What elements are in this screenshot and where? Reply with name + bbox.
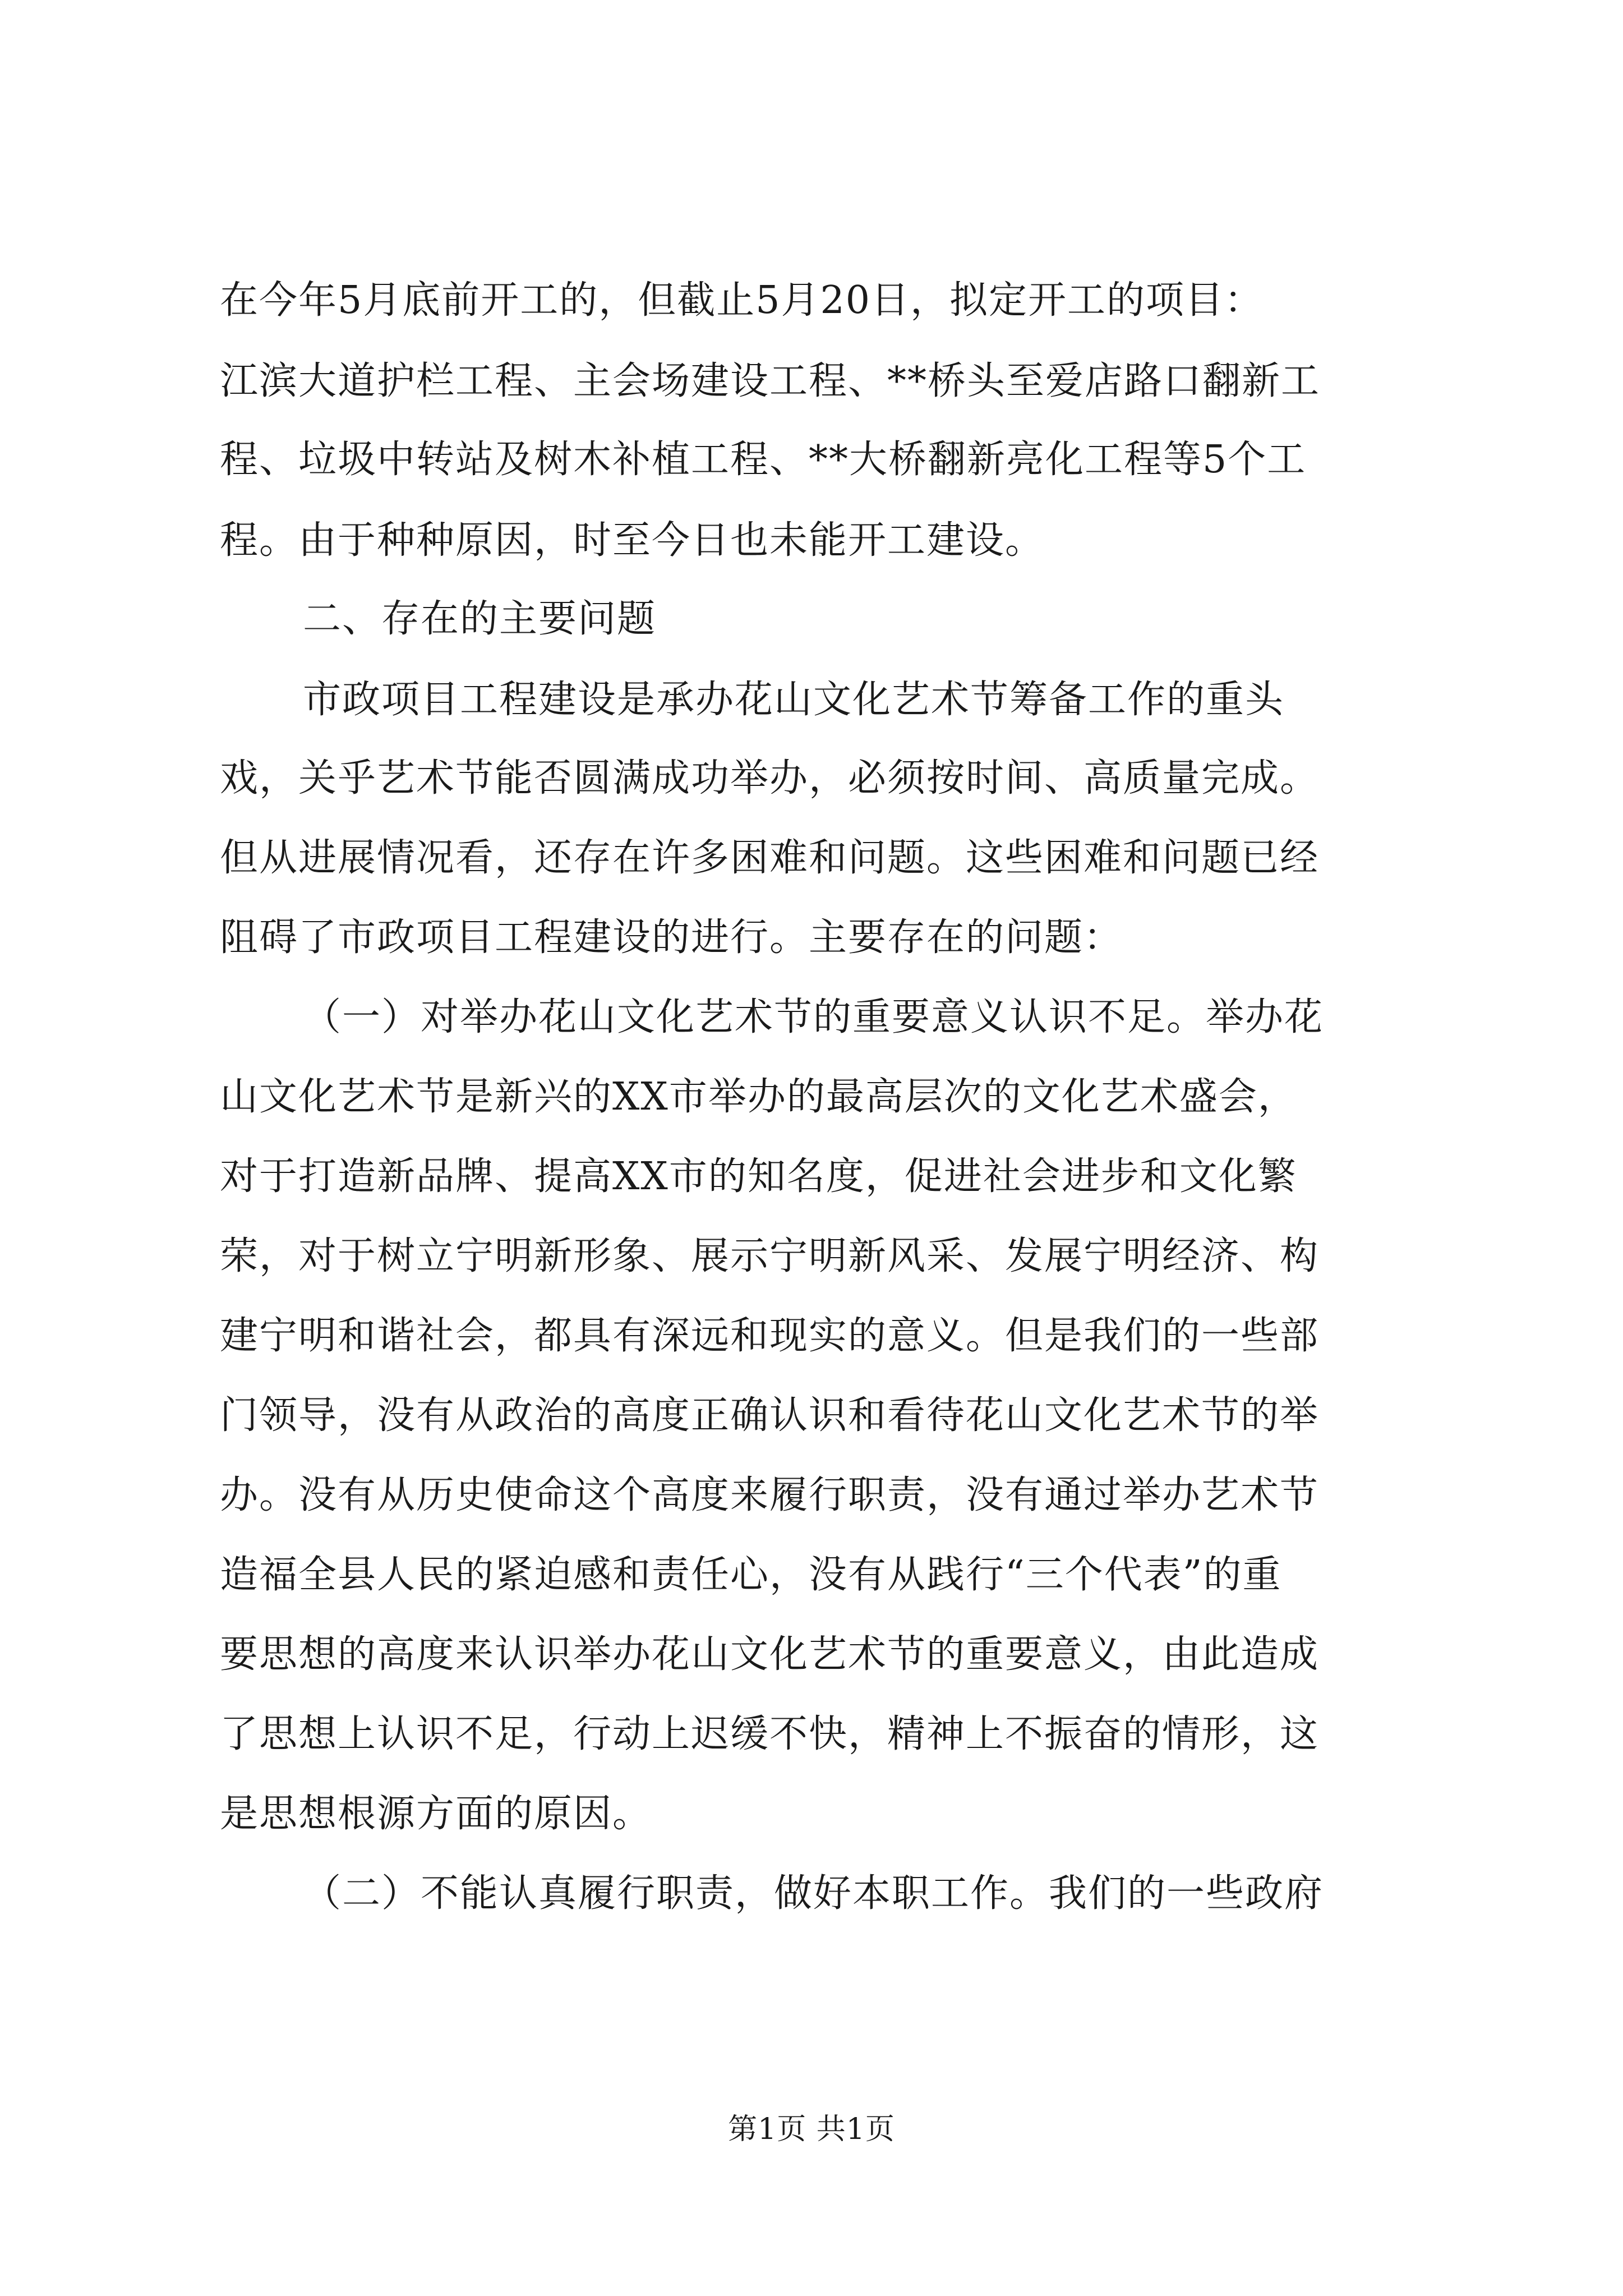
text-line: 江滨大道护栏工程、主会场建设工程、**桥头至爱店路口翻新工 [220, 359, 1321, 403]
text-line: 造福全县人民的紧迫感和责任心，没有从践行“三个代表”的重 [220, 1553, 1282, 1597]
text-line: 门领导，没有从政治的高度正确认识和看待花山文化艺术节的举 [220, 1393, 1320, 1438]
subsection-heading: （一）对举办花山文化艺术节的重要意义认识不足。举办花 [303, 995, 1324, 1039]
text-line: 要思想的高度来认识举办花山文化艺术节的重要意义，由此造成 [220, 1632, 1320, 1677]
subsection-heading: （二）不能认真履行职责，做好本职工作。我们的一些政府 [303, 1871, 1324, 1916]
paragraph-start: 市政项目工程建设是承办花山文化艺术节筹备工作的重头 [303, 678, 1285, 722]
text-line: 是思想根源方面的原因。 [220, 1792, 652, 1836]
text-line: 了思想上认识不足，行动上迟缓不快，精神上不振奋的情形，这 [220, 1712, 1320, 1756]
section-heading: 二、存在的主要问题 [303, 597, 657, 641]
text-line: 阻碍了市政项目工程建设的进行。主要存在的问题： [220, 915, 1123, 960]
text-line: 但从进展情况看，还存在许多困难和问题。这些困难和问题已经 [220, 836, 1320, 880]
text-line: 对于打造新品牌、提高XX市的知名度，促进社会进步和文化繁 [220, 1154, 1297, 1199]
page-footer: 第1页 共1页 [728, 2113, 895, 2146]
text-line: 程。由于种种原因，时至今日也未能开工建设。 [220, 518, 1045, 563]
text-line: 建宁明和谐社会，都具有深远和现实的意义。但是我们的一些部 [220, 1314, 1320, 1358]
text-line: 在今年5月底前开工的，但截止5月20日，拟定开工的项目： [220, 278, 1264, 323]
text-line: 荣，对于树立宁明新形象、展示宁明新风采、发展宁明经济、构 [220, 1234, 1320, 1278]
text-line: 办。没有从历史使命这个高度来履行职责，没有通过举办艺术节 [220, 1473, 1320, 1517]
text-line: 程、垃圾中转站及树木补植工程、**大桥翻新亮化工程等5个工 [220, 438, 1307, 482]
text-line: 戏，关乎艺术节能否圆满成功举办，必须按时间、高质量完成。 [220, 756, 1320, 800]
text-line: 山文化艺术节是新兴的XX市举办的最高层次的文化艺术盛会， [220, 1075, 1297, 1119]
